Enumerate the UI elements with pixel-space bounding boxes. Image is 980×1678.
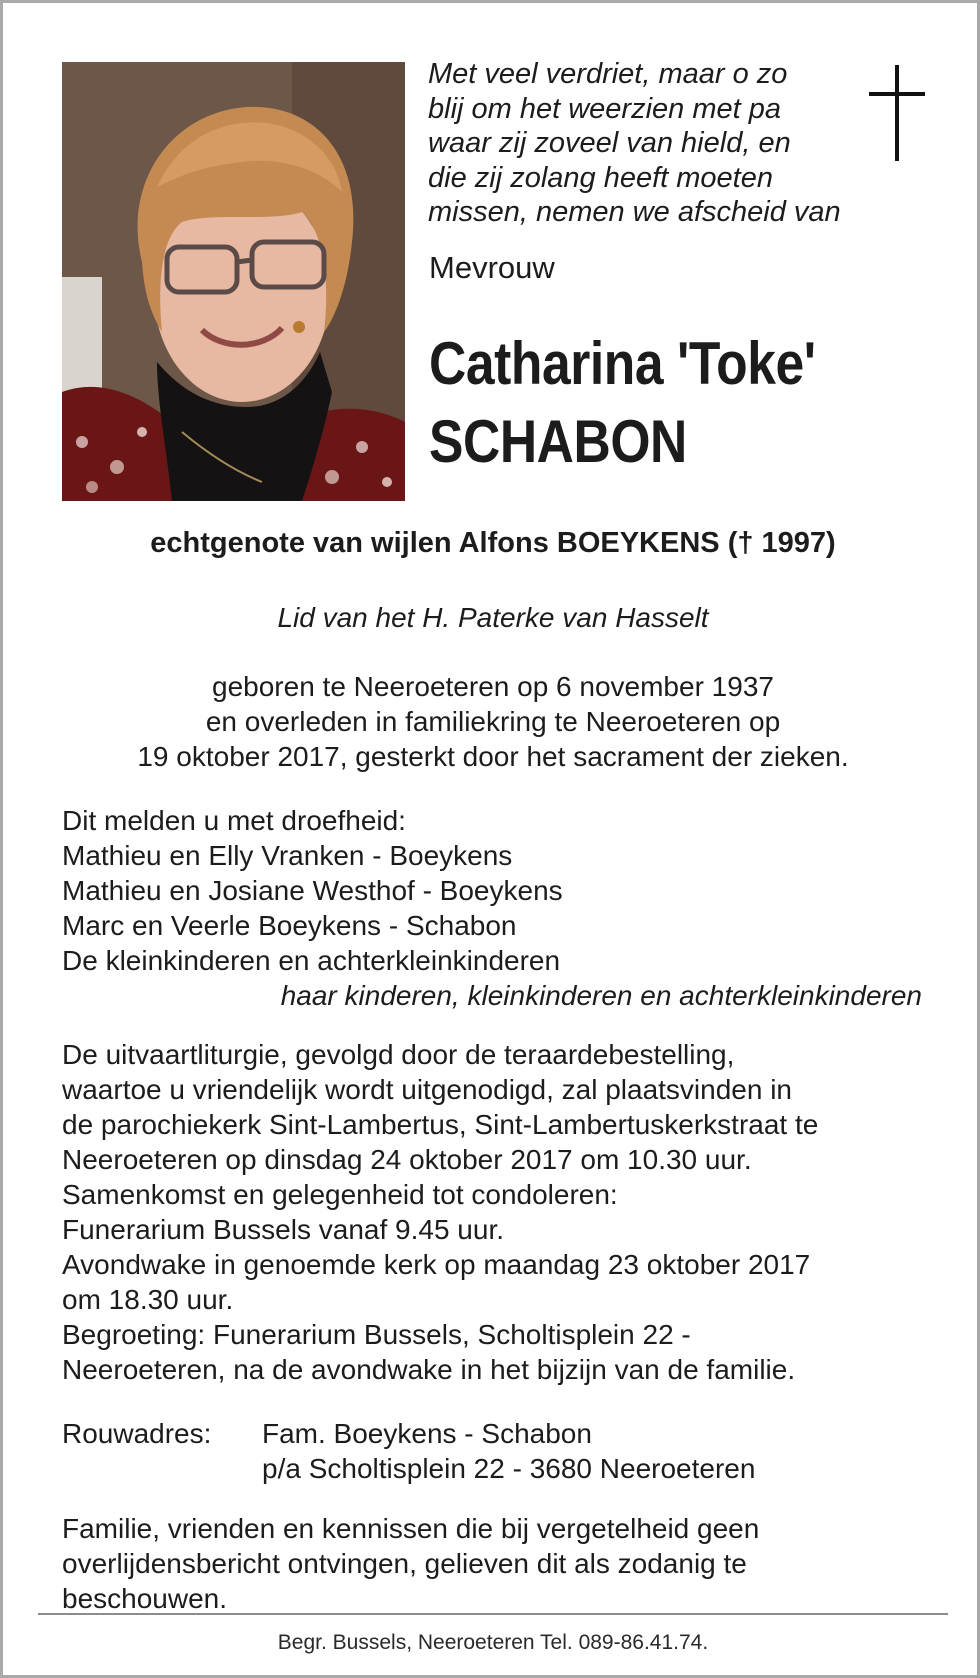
announcement-line: Mathieu en Josiane Westhof - Boeykens: [62, 875, 563, 906]
verse-line: blij om het weerzien met pa: [428, 92, 781, 125]
last-name: SCHABON: [429, 408, 687, 475]
funeral-line: waartoe u vriendelijk wordt uitgenodigd, zal plaatsvinden in: [62, 1074, 792, 1105]
verse-line: missen, nemen we afscheid van: [428, 196, 841, 228]
announcement-line: Mathieu en Elly Vranken - Boeykens: [62, 840, 513, 871]
verse-line: die zij zolang heeft moeten: [428, 161, 773, 194]
family-note: [62, 1511, 759, 1616]
address-label: Rouwadres:: [62, 1418, 212, 1449]
honorific-title: Mevrouw: [429, 250, 555, 285]
family-note-line: beschouwen.: [62, 1583, 228, 1614]
portrait-icon: [62, 62, 405, 501]
footer-divider: [38, 1613, 948, 1615]
funeral-home-footer: Begr. Bussels, Neeroeteren Tel. 089-86.41.74.: [277, 1631, 709, 1654]
announcement-line: Marc en Veerle Boeykens - Schabon: [62, 910, 517, 941]
funeral-line: de parochiekerk Sint-Lambertus, Sint-Lambertuskerkstraat te: [62, 1109, 819, 1140]
announcement-line: Dit melden u met droefheid:: [62, 805, 406, 836]
detail-line: 19 oktober 2017, gesterkt door het sacrament der zieken.: [137, 741, 849, 772]
portrait-photo: [62, 62, 405, 501]
funeral-line: Neeroeteren op dinsdag 24 oktober 2017 om 10.30 uur.: [62, 1144, 752, 1175]
family-note-line: Familie, vrienden en kennissen die bij vergetelheid geen: [62, 1513, 760, 1544]
first-name: Catharina 'Toke': [429, 330, 816, 397]
funeral-line: om 18.30 uur.: [62, 1284, 234, 1315]
verse-line: waar zij zoveel van hield, en: [428, 127, 791, 159]
spouse-line: echtgenote van wijlen Alfons BOEYKENS († 1997): [150, 527, 836, 559]
announcement-signature: haar kinderen, kleinkinderen en achterkleinkinderen: [280, 980, 922, 1011]
announcement-line: De kleinkinderen en achterkleinkinderen: [62, 945, 561, 976]
address-line: Fam. Boeykens - Schabon: [262, 1418, 592, 1449]
deceased-name: [429, 325, 816, 481]
membership-line: Lid van het H. Paterke van Hasselt: [277, 602, 709, 633]
verse-line: Met veel verdriet, maar o zo: [428, 58, 788, 90]
cross-icon: [869, 65, 925, 161]
family-note-line: overlijdensbericht ontvingen, gelieven dit als zodanig te: [62, 1548, 747, 1579]
funeral-line: Funerarium Bussels vanaf 9.45 uur.: [62, 1214, 505, 1245]
announcement: [62, 803, 922, 1013]
address-lines: [262, 1416, 755, 1486]
detail-line: geboren te Neeroeteren op 6 november 1937: [212, 671, 774, 702]
detail-line: en overleden in familiekring te Neeroeteren op: [205, 706, 781, 737]
opening-verse: [428, 57, 868, 230]
funeral-line: Neeroeteren, na de avondwake in het bijzijn van de familie.: [62, 1354, 796, 1385]
funeral-line: Begroeting: Funerarium Bussels, Scholtisplein 22 -: [62, 1319, 691, 1350]
birth-death-details: [3, 669, 980, 774]
address-line: p/a Scholtisplein 22 - 3680 Neeroeteren: [262, 1453, 756, 1484]
funeral-details: [62, 1037, 818, 1387]
funeral-line: Samenkomst en gelegenheid tot condoleren:: [62, 1179, 618, 1210]
funeral-line: Avondwake in genoemde kerk op maandag 23 oktober 2017: [62, 1249, 811, 1280]
funeral-line: De uitvaartliturgie, gevolgd door de teraardebestelling,: [62, 1039, 735, 1070]
